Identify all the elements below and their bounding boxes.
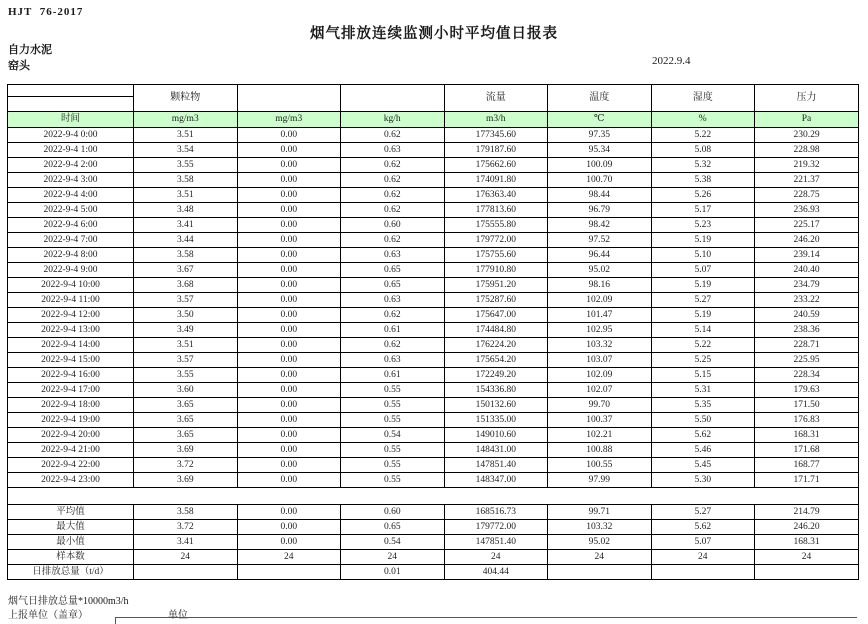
time-cell: 2022-9-4 14:00 bbox=[8, 338, 134, 353]
value-cell: 0.60 bbox=[341, 218, 445, 233]
time-cell: 2022-9-4 23:00 bbox=[8, 473, 134, 488]
value-cell: 175951.20 bbox=[444, 278, 548, 293]
time-cell: 2022-9-4 13:00 bbox=[8, 323, 134, 338]
value-cell: 103.07 bbox=[548, 353, 652, 368]
value-cell: 0.63 bbox=[341, 293, 445, 308]
value-cell: 0.00 bbox=[237, 173, 341, 188]
value-cell: 240.40 bbox=[755, 263, 859, 278]
table-row bbox=[8, 263, 859, 278]
table-row bbox=[8, 158, 859, 173]
value-cell: 219.32 bbox=[755, 158, 859, 173]
value-cell: 5.26 bbox=[651, 188, 755, 203]
value-cell: 0.00 bbox=[237, 233, 341, 248]
table-row bbox=[8, 308, 859, 323]
value-cell: 102.95 bbox=[548, 323, 652, 338]
table-row bbox=[8, 188, 859, 203]
time-cell: 2022-9-4 15:00 bbox=[8, 353, 134, 368]
value-cell: 0.00 bbox=[237, 443, 341, 458]
header-blank-col4 bbox=[341, 85, 445, 112]
group-header-row bbox=[8, 85, 859, 97]
value-cell: 0.62 bbox=[341, 128, 445, 143]
unit-celsius: ℃ bbox=[548, 112, 652, 128]
summary-label-cell: 样本数 bbox=[8, 550, 134, 565]
value-cell: 168.77 bbox=[755, 458, 859, 473]
value-cell: 102.07 bbox=[548, 383, 652, 398]
page-title: 烟气排放连续监测小时平均值日报表 bbox=[310, 26, 558, 42]
value-cell: 3.65 bbox=[134, 428, 238, 443]
value-cell: 5.08 bbox=[651, 143, 755, 158]
value-cell: 0.00 bbox=[237, 535, 341, 550]
time-cell: 2022-9-4 17:00 bbox=[8, 383, 134, 398]
value-cell: 0.00 bbox=[237, 323, 341, 338]
table-row bbox=[8, 323, 859, 338]
value-cell: 5.23 bbox=[651, 218, 755, 233]
value-cell: 95.34 bbox=[548, 143, 652, 158]
value-cell: 5.19 bbox=[651, 308, 755, 323]
value-cell: 0.65 bbox=[341, 278, 445, 293]
value-cell: 5.31 bbox=[651, 383, 755, 398]
value-cell: 214.79 bbox=[755, 505, 859, 520]
next-section-border bbox=[115, 617, 857, 624]
value-cell: 0.65 bbox=[341, 520, 445, 535]
table-row bbox=[8, 278, 859, 293]
unit-m3-h: m3/h bbox=[444, 112, 548, 128]
value-cell: 5.10 bbox=[651, 248, 755, 263]
value-cell: 0.62 bbox=[341, 188, 445, 203]
header-blank-col3 bbox=[237, 85, 341, 112]
value-cell bbox=[755, 565, 859, 580]
value-cell: 168516.73 bbox=[444, 505, 548, 520]
value-cell: 230.29 bbox=[755, 128, 859, 143]
value-cell: 102.21 bbox=[548, 428, 652, 443]
table-body bbox=[8, 128, 859, 580]
value-cell: 95.02 bbox=[548, 263, 652, 278]
value-cell: 0.61 bbox=[341, 323, 445, 338]
value-cell: 0.63 bbox=[341, 143, 445, 158]
value-cell: 174484.80 bbox=[444, 323, 548, 338]
value-cell: 5.32 bbox=[651, 158, 755, 173]
value-cell: 240.59 bbox=[755, 308, 859, 323]
summary-label-cell: 最大值 bbox=[8, 520, 134, 535]
value-cell: 0.62 bbox=[341, 338, 445, 353]
value-cell: 3.67 bbox=[134, 263, 238, 278]
value-cell: 5.38 bbox=[651, 173, 755, 188]
value-cell: 149010.60 bbox=[444, 428, 548, 443]
value-cell: 0.00 bbox=[237, 263, 341, 278]
value-cell: 103.32 bbox=[548, 338, 652, 353]
time-cell: 2022-9-4 11:00 bbox=[8, 293, 134, 308]
time-cell: 2022-9-4 3:00 bbox=[8, 173, 134, 188]
summary-row bbox=[8, 550, 859, 565]
time-cell: 2022-9-4 22:00 bbox=[8, 458, 134, 473]
value-cell: 177345.60 bbox=[444, 128, 548, 143]
value-cell: 147851.40 bbox=[444, 458, 548, 473]
summary-row bbox=[8, 565, 859, 580]
value-cell: 96.44 bbox=[548, 248, 652, 263]
spacer-cell bbox=[8, 488, 859, 505]
value-cell: 5.22 bbox=[651, 128, 755, 143]
value-cell: 3.72 bbox=[134, 458, 238, 473]
value-cell bbox=[651, 565, 755, 580]
value-cell: 5.62 bbox=[651, 520, 755, 535]
value-cell: 0.55 bbox=[341, 473, 445, 488]
value-cell: 0.01 bbox=[341, 565, 445, 580]
time-cell: 2022-9-4 7:00 bbox=[8, 233, 134, 248]
value-cell: 3.57 bbox=[134, 353, 238, 368]
value-cell: 0.55 bbox=[341, 398, 445, 413]
monitoring-point: 窑头 bbox=[8, 60, 30, 72]
value-cell: 99.70 bbox=[548, 398, 652, 413]
value-cell: 100.55 bbox=[548, 458, 652, 473]
table-row bbox=[8, 428, 859, 443]
value-cell: 5.35 bbox=[651, 398, 755, 413]
summary-row bbox=[8, 535, 859, 550]
value-cell: 0.62 bbox=[341, 308, 445, 323]
unit-mg-m3-2: mg/m3 bbox=[237, 112, 341, 128]
value-cell: 0.00 bbox=[237, 520, 341, 535]
value-cell: 238.36 bbox=[755, 323, 859, 338]
summary-row bbox=[8, 520, 859, 535]
value-cell: 0.00 bbox=[237, 293, 341, 308]
value-cell: 5.25 bbox=[651, 353, 755, 368]
value-cell: 24 bbox=[651, 550, 755, 565]
value-cell: 148347.00 bbox=[444, 473, 548, 488]
value-cell: 0.55 bbox=[341, 458, 445, 473]
value-cell: 0.62 bbox=[341, 158, 445, 173]
value-cell: 0.00 bbox=[237, 413, 341, 428]
value-cell: 0.63 bbox=[341, 248, 445, 263]
table-row bbox=[8, 353, 859, 368]
value-cell: 0.00 bbox=[237, 188, 341, 203]
value-cell: 150132.60 bbox=[444, 398, 548, 413]
value-cell: 5.45 bbox=[651, 458, 755, 473]
value-cell: 100.88 bbox=[548, 443, 652, 458]
value-cell: 175755.60 bbox=[444, 248, 548, 263]
value-cell: 3.69 bbox=[134, 473, 238, 488]
value-cell: 179.63 bbox=[755, 383, 859, 398]
table-row bbox=[8, 473, 859, 488]
value-cell: 171.68 bbox=[755, 443, 859, 458]
value-cell bbox=[237, 565, 341, 580]
time-cell: 2022-9-4 16:00 bbox=[8, 368, 134, 383]
value-cell: 24 bbox=[237, 550, 341, 565]
value-cell: 0.00 bbox=[237, 143, 341, 158]
time-cell: 2022-9-4 1:00 bbox=[8, 143, 134, 158]
report-unit-label: 上报单位（盖章） bbox=[8, 610, 88, 621]
value-cell: 3.58 bbox=[134, 505, 238, 520]
value-cell: 102.09 bbox=[548, 293, 652, 308]
unit-percent: % bbox=[651, 112, 755, 128]
value-cell: 233.22 bbox=[755, 293, 859, 308]
value-cell: 100.37 bbox=[548, 413, 652, 428]
value-cell: 3.68 bbox=[134, 278, 238, 293]
value-cell: 5.14 bbox=[651, 323, 755, 338]
value-cell: 0.55 bbox=[341, 443, 445, 458]
value-cell: 228.98 bbox=[755, 143, 859, 158]
value-cell: 177813.60 bbox=[444, 203, 548, 218]
value-cell: 246.20 bbox=[755, 520, 859, 535]
value-cell: 3.57 bbox=[134, 293, 238, 308]
value-cell: 5.22 bbox=[651, 338, 755, 353]
value-cell: 0.00 bbox=[237, 218, 341, 233]
header-pressure: 压力 bbox=[755, 85, 859, 112]
table-row bbox=[8, 128, 859, 143]
summary-row bbox=[8, 505, 859, 520]
value-cell: 5.17 bbox=[651, 203, 755, 218]
value-cell: 101.47 bbox=[548, 308, 652, 323]
time-cell: 2022-9-4 0:00 bbox=[8, 128, 134, 143]
value-cell: 5.27 bbox=[651, 293, 755, 308]
value-cell: 24 bbox=[134, 550, 238, 565]
value-cell: 0.54 bbox=[341, 428, 445, 443]
value-cell: 5.19 bbox=[651, 278, 755, 293]
value-cell: 5.15 bbox=[651, 368, 755, 383]
value-cell: 174091.80 bbox=[444, 173, 548, 188]
value-cell: 228.34 bbox=[755, 368, 859, 383]
value-cell: 228.75 bbox=[755, 188, 859, 203]
table-row bbox=[8, 413, 859, 428]
value-cell: 5.07 bbox=[651, 535, 755, 550]
value-cell: 148431.00 bbox=[444, 443, 548, 458]
summary-label-cell: 日排放总量（t/d） bbox=[8, 565, 134, 580]
value-cell: 175662.60 bbox=[444, 158, 548, 173]
time-cell: 2022-9-4 21:00 bbox=[8, 443, 134, 458]
value-cell: 171.71 bbox=[755, 473, 859, 488]
table-row bbox=[8, 443, 859, 458]
value-cell: 179187.60 bbox=[444, 143, 548, 158]
unit-kg-h: kg/h bbox=[341, 112, 445, 128]
value-cell: 3.58 bbox=[134, 173, 238, 188]
value-cell: 0.55 bbox=[341, 383, 445, 398]
value-cell: 0.00 bbox=[237, 338, 341, 353]
time-cell: 2022-9-4 10:00 bbox=[8, 278, 134, 293]
value-cell: 3.60 bbox=[134, 383, 238, 398]
company-name: 自力水泥 bbox=[8, 44, 52, 56]
table-row bbox=[8, 233, 859, 248]
value-cell: 0.62 bbox=[341, 233, 445, 248]
time-cell: 2022-9-4 20:00 bbox=[8, 428, 134, 443]
value-cell: 225.17 bbox=[755, 218, 859, 233]
value-cell: 3.55 bbox=[134, 368, 238, 383]
value-cell: 5.19 bbox=[651, 233, 755, 248]
unit-label: 单位 bbox=[168, 610, 188, 621]
value-cell: 97.35 bbox=[548, 128, 652, 143]
unit-mg-m3-1: mg/m3 bbox=[134, 112, 238, 128]
table-row bbox=[8, 293, 859, 308]
value-cell: 176.83 bbox=[755, 413, 859, 428]
value-cell: 236.93 bbox=[755, 203, 859, 218]
time-cell: 2022-9-4 12:00 bbox=[8, 308, 134, 323]
value-cell: 96.79 bbox=[548, 203, 652, 218]
value-cell: 168.31 bbox=[755, 428, 859, 443]
value-cell: 100.70 bbox=[548, 173, 652, 188]
value-cell: 3.41 bbox=[134, 218, 238, 233]
value-cell: 0.00 bbox=[237, 203, 341, 218]
value-cell: 0.54 bbox=[341, 535, 445, 550]
value-cell: 3.65 bbox=[134, 398, 238, 413]
units-row bbox=[8, 112, 859, 128]
value-cell: 151335.00 bbox=[444, 413, 548, 428]
value-cell: 102.09 bbox=[548, 368, 652, 383]
value-cell: 0.60 bbox=[341, 505, 445, 520]
value-cell: 3.41 bbox=[134, 535, 238, 550]
report-table bbox=[7, 84, 859, 580]
summary-label-cell: 平均值 bbox=[8, 505, 134, 520]
table-row bbox=[8, 383, 859, 398]
table-row bbox=[8, 398, 859, 413]
footer-note: 烟气日排放总量*10000m3/h bbox=[8, 596, 129, 607]
value-cell: 5.46 bbox=[651, 443, 755, 458]
value-cell: 3.54 bbox=[134, 143, 238, 158]
value-cell: 97.99 bbox=[548, 473, 652, 488]
header-blank-bottom bbox=[8, 97, 134, 112]
value-cell: 3.69 bbox=[134, 443, 238, 458]
value-cell: 0.55 bbox=[341, 413, 445, 428]
value-cell: 239.14 bbox=[755, 248, 859, 263]
value-cell: 0.00 bbox=[237, 428, 341, 443]
value-cell: 234.79 bbox=[755, 278, 859, 293]
value-cell: 171.50 bbox=[755, 398, 859, 413]
value-cell: 404.44 bbox=[444, 565, 548, 580]
value-cell: 3.50 bbox=[134, 308, 238, 323]
time-cell: 2022-9-4 6:00 bbox=[8, 218, 134, 233]
value-cell: 175287.60 bbox=[444, 293, 548, 308]
value-cell: 24 bbox=[755, 550, 859, 565]
value-cell: 98.16 bbox=[548, 278, 652, 293]
value-cell: 154336.80 bbox=[444, 383, 548, 398]
doc-code: HJT 76-2017 bbox=[8, 6, 84, 18]
value-cell: 24 bbox=[444, 550, 548, 565]
value-cell: 175654.20 bbox=[444, 353, 548, 368]
value-cell: 0.61 bbox=[341, 368, 445, 383]
value-cell: 100.09 bbox=[548, 158, 652, 173]
value-cell: 0.62 bbox=[341, 203, 445, 218]
value-cell: 0.00 bbox=[237, 128, 341, 143]
unit-pa: Pa bbox=[755, 112, 859, 128]
value-cell: 225.95 bbox=[755, 353, 859, 368]
value-cell: 0.00 bbox=[237, 308, 341, 323]
value-cell: 5.07 bbox=[651, 263, 755, 278]
table-row bbox=[8, 338, 859, 353]
value-cell: 179772.00 bbox=[444, 520, 548, 535]
value-cell: 3.58 bbox=[134, 248, 238, 263]
value-cell: 168.31 bbox=[755, 535, 859, 550]
table-row bbox=[8, 458, 859, 473]
value-cell bbox=[548, 565, 652, 580]
value-cell: 3.51 bbox=[134, 188, 238, 203]
value-cell bbox=[134, 565, 238, 580]
value-cell: 3.48 bbox=[134, 203, 238, 218]
value-cell: 98.44 bbox=[548, 188, 652, 203]
value-cell: 0.62 bbox=[341, 173, 445, 188]
table-row bbox=[8, 218, 859, 233]
header-flow: 流量 bbox=[444, 85, 548, 112]
time-cell: 2022-9-4 2:00 bbox=[8, 158, 134, 173]
summary-label-cell: 最小值 bbox=[8, 535, 134, 550]
time-cell: 2022-9-4 8:00 bbox=[8, 248, 134, 263]
table-row bbox=[8, 248, 859, 263]
time-header: 时间 bbox=[8, 112, 134, 128]
value-cell: 0.00 bbox=[237, 398, 341, 413]
spacer-row bbox=[8, 488, 859, 505]
table-row bbox=[8, 368, 859, 383]
table-row bbox=[8, 173, 859, 188]
value-cell: 24 bbox=[341, 550, 445, 565]
header-temperature: 温度 bbox=[548, 85, 652, 112]
value-cell: 5.50 bbox=[651, 413, 755, 428]
header-particulate: 颗粒物 bbox=[134, 85, 238, 112]
value-cell: 3.65 bbox=[134, 413, 238, 428]
value-cell: 0.00 bbox=[237, 473, 341, 488]
time-cell: 2022-9-4 19:00 bbox=[8, 413, 134, 428]
header-humidity: 湿度 bbox=[651, 85, 755, 112]
value-cell: 97.52 bbox=[548, 233, 652, 248]
value-cell: 3.55 bbox=[134, 158, 238, 173]
time-cell: 2022-9-4 4:00 bbox=[8, 188, 134, 203]
table-row bbox=[8, 203, 859, 218]
value-cell: 246.20 bbox=[755, 233, 859, 248]
value-cell: 176363.40 bbox=[444, 188, 548, 203]
value-cell: 24 bbox=[548, 550, 652, 565]
value-cell: 0.00 bbox=[237, 353, 341, 368]
value-cell: 95.02 bbox=[548, 535, 652, 550]
value-cell: 3.51 bbox=[134, 128, 238, 143]
value-cell: 0.00 bbox=[237, 278, 341, 293]
value-cell: 147851.40 bbox=[444, 535, 548, 550]
time-cell: 2022-9-4 9:00 bbox=[8, 263, 134, 278]
value-cell: 3.51 bbox=[134, 338, 238, 353]
value-cell: 0.00 bbox=[237, 158, 341, 173]
value-cell: 3.49 bbox=[134, 323, 238, 338]
value-cell: 5.30 bbox=[651, 473, 755, 488]
value-cell: 0.00 bbox=[237, 505, 341, 520]
value-cell: 221.37 bbox=[755, 173, 859, 188]
value-cell: 0.00 bbox=[237, 383, 341, 398]
value-cell: 175555.80 bbox=[444, 218, 548, 233]
report-date: 2022.9.4 bbox=[652, 55, 691, 67]
value-cell: 99.71 bbox=[548, 505, 652, 520]
value-cell: 103.32 bbox=[548, 520, 652, 535]
value-cell: 5.62 bbox=[651, 428, 755, 443]
value-cell: 175647.00 bbox=[444, 308, 548, 323]
value-cell: 177910.80 bbox=[444, 263, 548, 278]
value-cell: 179772.00 bbox=[444, 233, 548, 248]
table-head bbox=[8, 85, 859, 128]
value-cell: 0.00 bbox=[237, 368, 341, 383]
table-row bbox=[8, 143, 859, 158]
time-cell: 2022-9-4 18:00 bbox=[8, 398, 134, 413]
value-cell: 0.63 bbox=[341, 353, 445, 368]
value-cell: 3.44 bbox=[134, 233, 238, 248]
value-cell: 228.71 bbox=[755, 338, 859, 353]
value-cell: 5.27 bbox=[651, 505, 755, 520]
value-cell: 176224.20 bbox=[444, 338, 548, 353]
value-cell: 172249.20 bbox=[444, 368, 548, 383]
value-cell: 3.72 bbox=[134, 520, 238, 535]
value-cell: 0.00 bbox=[237, 458, 341, 473]
value-cell: 0.00 bbox=[237, 248, 341, 263]
time-cell: 2022-9-4 5:00 bbox=[8, 203, 134, 218]
value-cell: 98.42 bbox=[548, 218, 652, 233]
value-cell: 0.65 bbox=[341, 263, 445, 278]
header-blank-top bbox=[8, 85, 134, 97]
